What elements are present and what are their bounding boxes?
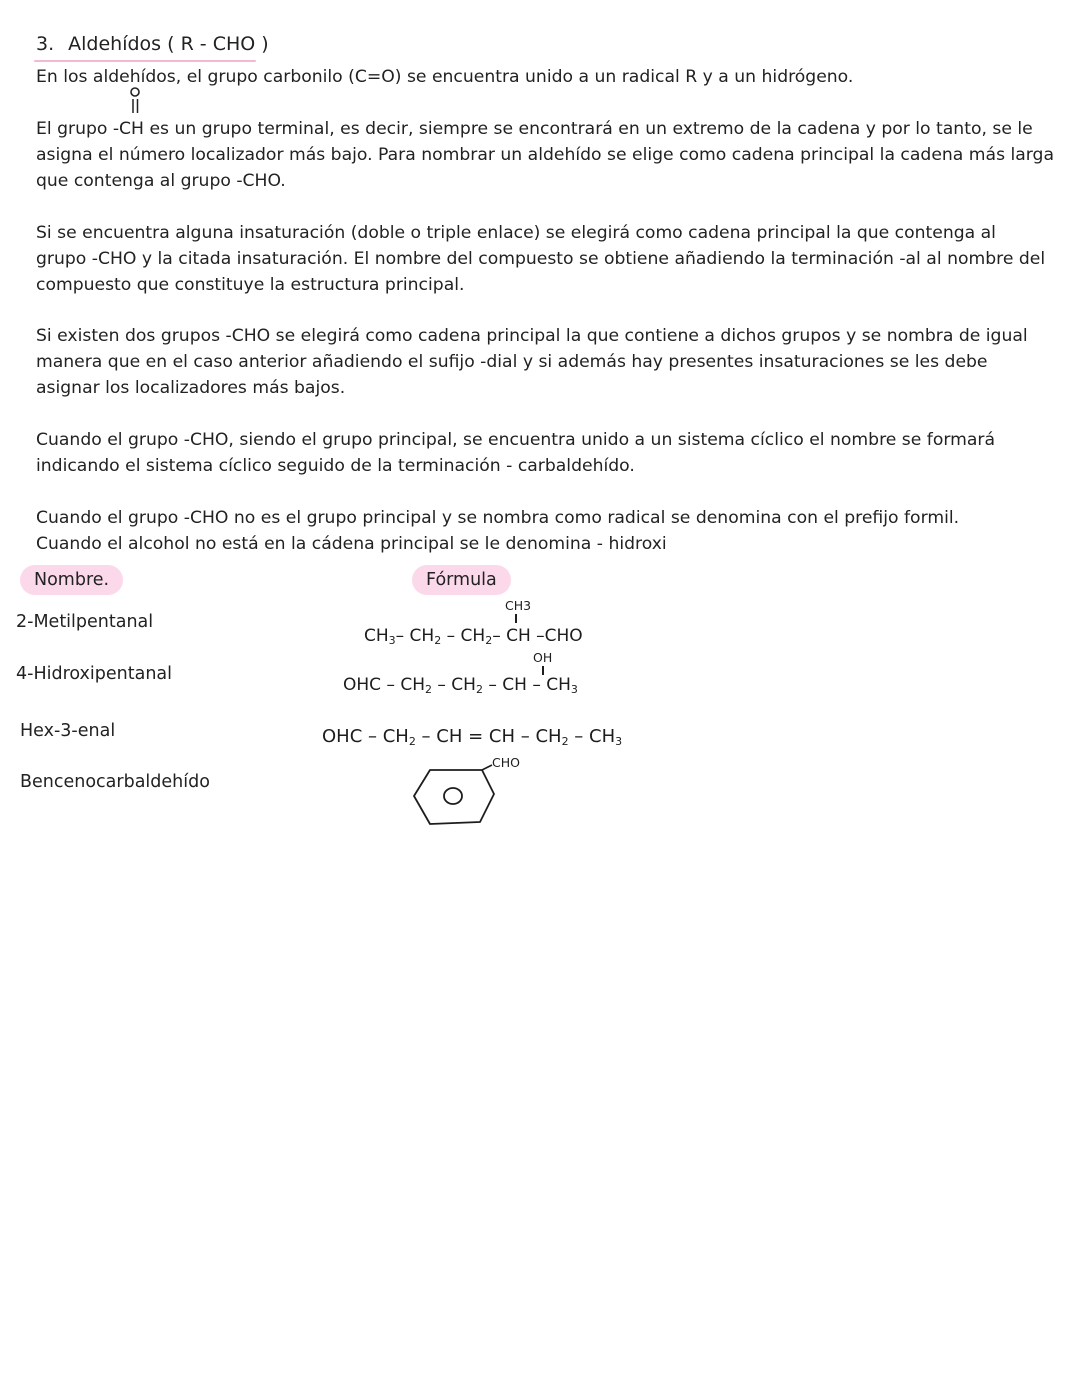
paragraph-line: asignar los localizadores más bajos. <box>36 378 346 398</box>
formula-text: – CH –CHO <box>492 626 583 646</box>
formula-subscript: 2 <box>425 683 432 696</box>
paragraph-line: En los aldehídos, el grupo carbonilo (C=O) se encuentra unido a un radical R y a un hidrógeno. <box>36 67 854 87</box>
compound-name-2-metilpentanal: 2-Metilpentanal <box>16 612 154 632</box>
paragraph-line: Cuando el grupo -CHO, siendo el grupo principal, se encuentra unido a un sistema cíclico el nombre se formará <box>36 430 995 450</box>
paragraph-line: compuesto que constituye la estructura principal. <box>36 275 465 295</box>
paragraph-line: que contenga al grupo -CHO. <box>36 171 286 191</box>
formula-4-hidroxipentanal <box>343 675 578 696</box>
paragraph-cyclic <box>36 427 1036 479</box>
carbonyl-double-bond-mark <box>128 86 142 116</box>
formula-subscript: 3 <box>388 634 396 647</box>
paragraph-line: indicando el sistema cíclico seguido de la terminación - carbaldehído. <box>36 456 635 476</box>
compound-name-bencenocarbaldehido: Bencenocarbaldehído <box>20 772 210 792</box>
formula-text: – CH <box>568 726 616 747</box>
paragraph-line: asigna el número localizador más bajo. Para nombrar un aldehído se elige como cadena principal la cadena más larga <box>36 145 1054 165</box>
paragraph-formyl <box>36 505 1036 557</box>
benzene-ring-drawing <box>408 760 518 832</box>
formula-subscript: 2 <box>434 634 442 647</box>
section-number: 3. <box>36 33 55 55</box>
formula-text: – CH <box>395 626 435 646</box>
formula-subscript: 3 <box>615 735 623 748</box>
formula-2-metilpentanal <box>364 626 583 647</box>
paragraph-line: Cuando el grupo -CHO no es el grupo principal y se nombra como radical se denomina con el prefijo formil. <box>36 508 960 528</box>
section-title: Aldehídos ( R - CHO ) <box>68 33 269 55</box>
formula-text: – CH = CH – CH <box>415 726 562 747</box>
paragraph-dial <box>36 323 1036 401</box>
formula-text: – CH – CH <box>482 675 571 695</box>
paragraph-line: Si existen dos grupos -CHO se elegirá como cadena principal la que contiene a dichos grupos y se nombra de igual <box>36 326 1028 346</box>
branch-bond <box>515 614 517 623</box>
methyl-branch-label: CH3 <box>505 598 532 613</box>
formula-subscript: 2 <box>408 735 416 748</box>
formula-text: – CH <box>432 675 476 695</box>
formula-subscript: 2 <box>561 735 569 748</box>
heading-underline <box>34 60 256 62</box>
formula-subscript: 3 <box>570 683 578 696</box>
hydroxy-branch-label: OH <box>533 650 553 665</box>
paragraph-line: El grupo -CH es un grupo terminal, es decir, siempre se encontrará en un extremo de la cadena y por lo tanto, se le <box>36 119 1033 139</box>
column-header-formula: Fórmula <box>412 565 511 595</box>
paragraph-terminal-group <box>36 116 1054 194</box>
paragraph-line: Si se encuentra alguna insaturación (doble o triple enlace) se elegirá como cadena principal la que contenga al <box>36 223 996 243</box>
paragraph-intro <box>36 64 1036 90</box>
section-heading <box>36 33 269 55</box>
formula-text: – CH <box>441 626 486 646</box>
formula-subscript: 2 <box>485 634 493 647</box>
aldehyde-group-label: CHO <box>492 755 520 770</box>
paragraph-line: manera que en el caso anterior añadiendo el sufijo -dial y si además hay presentes insaturaciones se les debe <box>36 352 988 372</box>
paragraph-unsaturation <box>36 220 1046 298</box>
branch-bond <box>542 666 544 675</box>
formula-subscript: 2 <box>475 683 483 696</box>
column-header-name: Nombre. <box>20 565 123 595</box>
formula-text: OHC – CH <box>343 675 425 695</box>
compound-name-hex-3-enal: Hex-3-enal <box>20 721 116 741</box>
compound-name-4-hidroxipentanal: 4-Hidroxipentanal <box>16 664 173 684</box>
paragraph-line: grupo -CHO y la citada insaturación. El nombre del compuesto se obtiene añadiendo la terminación -al al nombre del <box>36 249 1046 269</box>
formula-text: OHC – CH <box>322 726 409 747</box>
formula-hex-3-enal <box>322 726 622 748</box>
formula-text: CH <box>364 626 389 646</box>
paragraph-line: Cuando el alcohol no está en la cádena principal se le denomina - hidroxi <box>36 534 667 554</box>
